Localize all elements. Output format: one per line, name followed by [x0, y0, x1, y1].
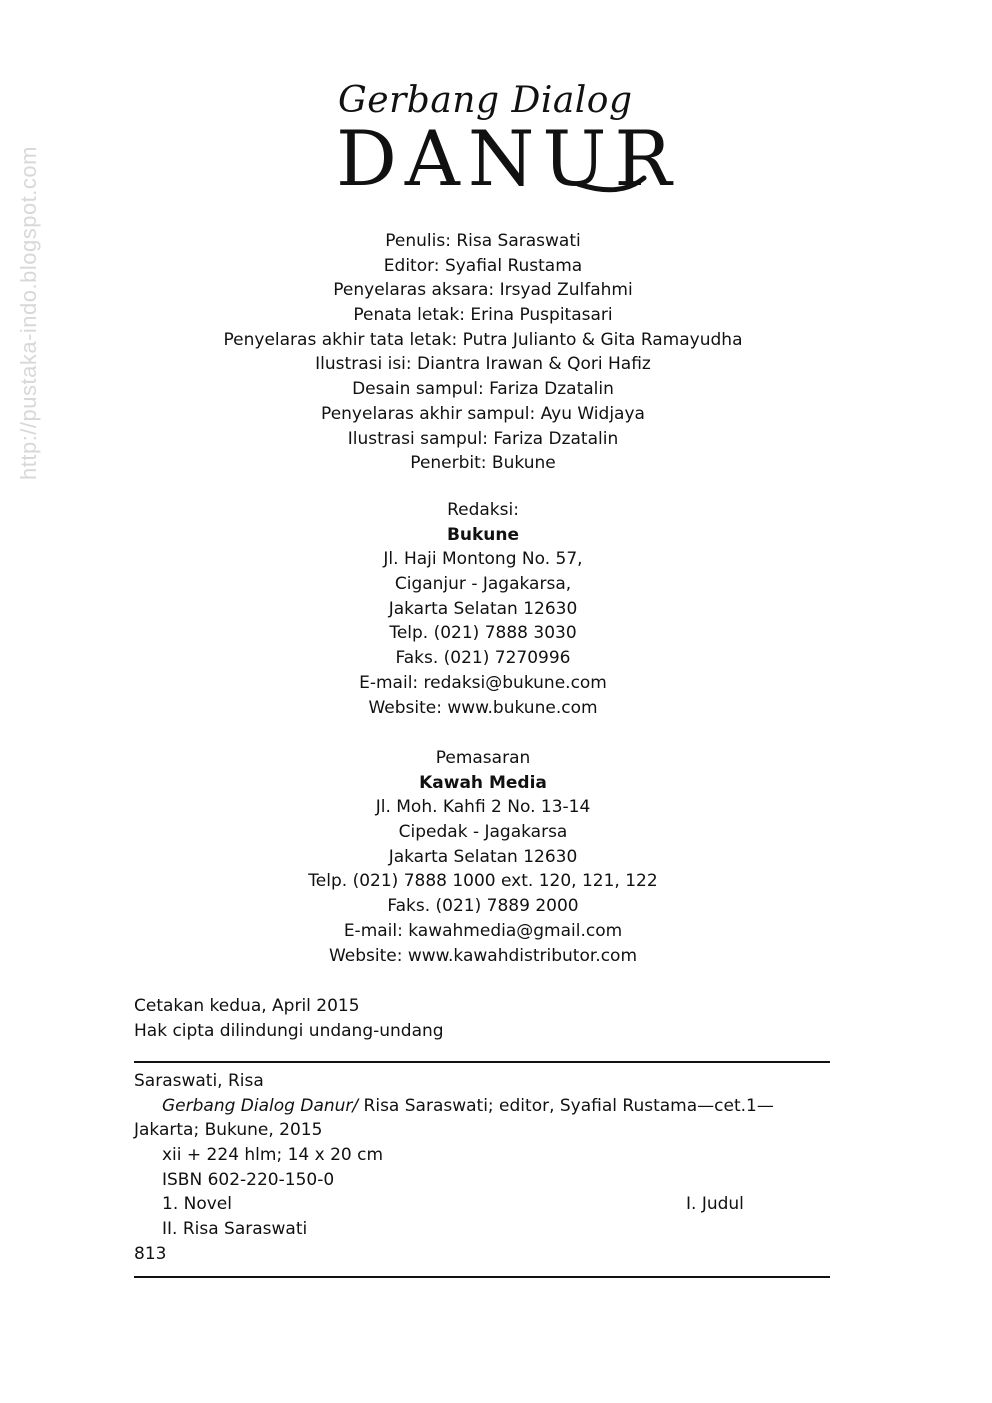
pemasaran-email: E-mail: kawahmedia@gmail.com — [343, 920, 623, 941]
pemasaran-phone: Telp. (021) 7888 1000 ext. 120, 121, 122 — [308, 871, 658, 892]
redaksi-block — [0, 498, 966, 720]
credit-editor: Editor: Syafial Rustama — [383, 255, 583, 276]
catalog-top-rule — [134, 1061, 830, 1063]
catalog-title-line — [134, 1094, 830, 1119]
pemasaran-address-line: Jl. Moh. Kahfi 2 No. 13-14 — [375, 797, 591, 818]
catalog-title: Gerbang Dialog Danur/ — [162, 1095, 359, 1116]
redaksi-fax: Faks. (021) 7270996 — [395, 648, 571, 669]
redaksi-website: Website: www.bukune.com — [368, 697, 598, 718]
credit-cover-illustration: Ilustrasi sampul: Fariza Dzatalin — [347, 428, 619, 449]
catalog-title-rest: Risa Saraswati; editor, Syafial Rustama—cet.1— — [358, 1095, 774, 1116]
catalog-subject-title: I. Judul — [686, 1194, 744, 1215]
pemasaran-heading: Pemasaran — [435, 748, 531, 768]
copyright-notice: Hak cipta dilindungi undang-undang — [134, 1020, 444, 1041]
logo-subtitle: Gerbang Dialog — [338, 80, 633, 121]
pemasaran-address-line: Cipedak - Jagakarsa — [398, 822, 568, 843]
redaksi-phone: Telp. (021) 7888 3030 — [389, 623, 577, 644]
credit-publisher: Penerbit: Bukune — [410, 453, 556, 474]
catalog-isbn: ISBN 602-220-150-0 — [162, 1169, 335, 1190]
credit-writer: Penulis: Risa Saraswati — [385, 231, 581, 251]
catalog-bottom-rule — [134, 1276, 830, 1278]
credit-cover-final: Penyelaras akhir sampul: Ayu Widjaya — [321, 403, 645, 424]
logo-title: DANUR — [336, 114, 680, 203]
catalog-subjects-row — [134, 1192, 830, 1217]
pemasaran-website: Website: www.kawahdistributor.com — [328, 945, 638, 966]
pemasaran-fax: Faks. (021) 7889 2000 — [387, 896, 579, 917]
credit-layout-final: Penyelaras akhir tata letak: Putra Julianto & Gita Ramayudha — [223, 329, 743, 350]
catalog-place: Jakarta; Bukune, 2015 — [134, 1120, 323, 1141]
credit-layout: Penata letak: Erina Puspitasari — [353, 305, 613, 326]
redaksi-name: Bukune — [446, 524, 520, 545]
logo-swash — [330, 80, 660, 210]
redaksi-address-line: Ciganjur - Jagakarsa, — [394, 574, 572, 595]
redaksi-address-line: Jakarta Selatan 12630 — [388, 598, 578, 619]
credit-proofreader: Penyelaras aksara: Irsyad Zulfahmi — [333, 280, 633, 301]
watermark-text: http://pustaka-indo.blogspot.com — [16, 146, 41, 480]
credit-cover-design: Desain sampul: Fariza Dzatalin — [352, 379, 614, 400]
catalog-subject-1: 1. Novel — [162, 1194, 232, 1215]
redaksi-email: E-mail: redaksi@bukune.com — [359, 672, 607, 693]
pemasaran-block — [0, 746, 966, 968]
catalog-block — [134, 1069, 830, 1267]
redaksi-address-line: Jl. Haji Montong No. 57, — [383, 549, 583, 570]
catalog-subject-2: II. Risa Saraswati — [162, 1219, 308, 1240]
catalog-author: Saraswati, Risa — [134, 1071, 264, 1091]
catalog-class-number: 813 — [134, 1243, 167, 1264]
book-logo — [330, 80, 680, 210]
credits-block — [0, 229, 966, 476]
pemasaran-name: Kawah Media — [419, 772, 547, 793]
credit-illustration: Ilustrasi isi: Diantra Irawan & Qori Hafiz — [315, 354, 651, 375]
printing-info: Cetakan kedua, April 2015 — [134, 996, 360, 1016]
redaksi-heading: Redaksi: — [447, 500, 519, 520]
pemasaran-address-line: Jakarta Selatan 12630 — [388, 846, 578, 867]
edition-block — [134, 994, 444, 1043]
catalog-pages: xii + 224 hlm; 14 x 20 cm — [162, 1145, 384, 1166]
